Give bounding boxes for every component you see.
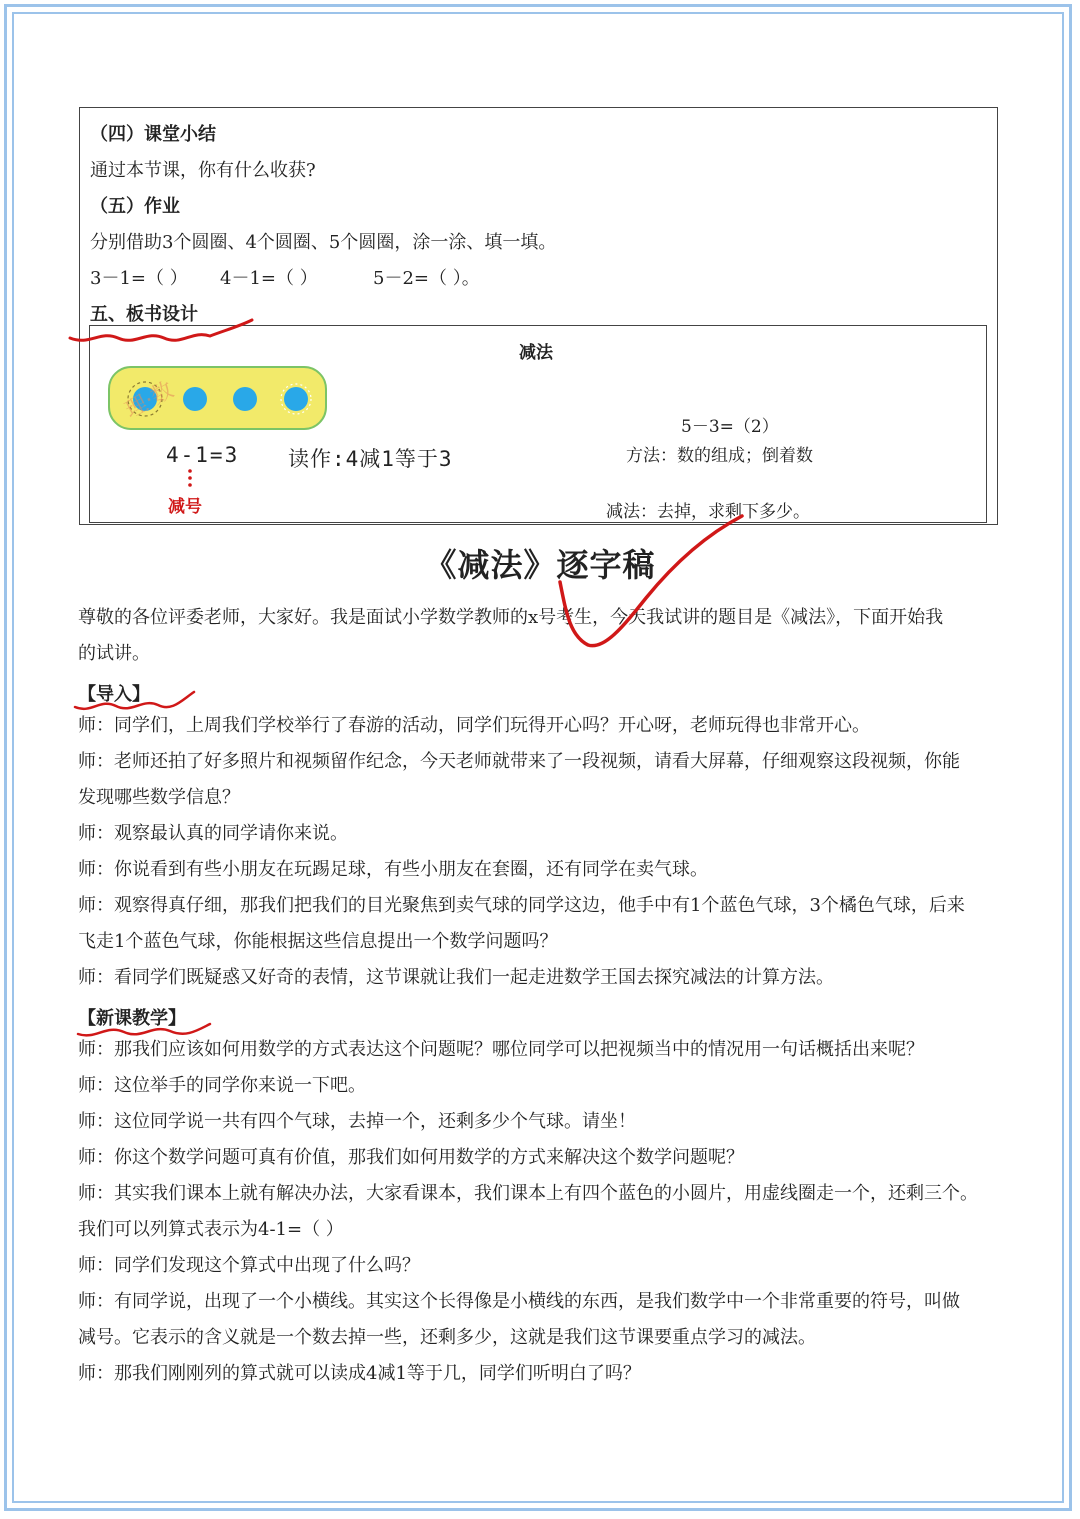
board-reading: 读作:4减1等于3 [288,447,453,471]
intro-text-line: 发现哪些数学信息？ [78,787,240,808]
minus-sign-label: 减号 [168,497,202,517]
checkmark-annotation [560,516,742,646]
stamp-watermark: 理·数 [121,377,178,424]
lesson-text-line: 师：那我们刚刚列的算式就可以读成4减1等于几，同学们听明白了吗？ [78,1363,641,1384]
lesson-text-line: 我们可以列算式表示为4-1=（ ） [78,1219,344,1240]
intro-text-line: 师：看同学们既疑惑又好奇的表情，这节课就让我们一起走进数学王国去探究减法的计算方法。 [78,967,834,988]
homework-equation-3: 5－2=（ ）。 [373,268,480,289]
homework-equation-1: 3－1=（ ） [90,268,188,289]
homework-heading: （五）作业 [90,196,180,217]
wavy-underline-intro [75,692,194,709]
lesson-text-line: 减号。它表示的含义就是一个数去掉一些，还剩多少，这就是我们这节课要重点学习的减法。 [78,1327,816,1348]
lesson-text-line: 师：同学们发现这个算式中出现了什么吗？ [78,1255,420,1276]
wavy-underline-board [70,320,252,340]
board-title: 减法 [519,343,553,363]
board-equation: 4-1=3 [166,443,240,467]
lesson-text-line: 师：有同学说，出现了一个小横线。其实这个长得像是小横线的东西，是我们数学中一个非常重要的符号，叫做 [78,1291,960,1312]
summary-question: 通过本节课，你有什么收获? [90,160,316,181]
intro-text-line: 师：你说看到有些小朋友在玩踢足球，有些小朋友在套圈，还有同学在卖气球。 [78,859,708,880]
intro-text-line: 师：老师还拍了好多照片和视频留作纪念，今天老师就带来了一段视频，请看大屏幕，仔细观察这段视频，你能 [78,751,960,772]
lesson-text-line: 师：你这个数学问题可真有价值，那我们如何用数学的方式来解决这个数学问题呢？ [78,1147,744,1168]
section-intro-heading: 【导入】 [78,684,150,705]
lesson-text-line: 师：这位举手的同学你来说一下吧。 [78,1075,366,1096]
script-title: 《减法》逐字稿 [424,546,656,584]
intro-text-line: 飞走1个蓝色气球，你能根据这些信息提出一个数学问题吗？ [78,931,558,952]
board-method: 方法：数的组成；倒着数 [626,446,813,466]
summary-heading: （四）课堂小结 [90,124,216,145]
lesson-text-line: 师：那我们应该如何用数学的方式表达这个问题呢？哪位同学可以把视频当中的情况用一句话概括出来呢？ [78,1039,924,1060]
wavy-underline-newlesson [78,1024,210,1035]
homework-equation-2: 4－1=（ ） [220,268,318,289]
lesson-text-line: 师：其实我们课本上就有解决办法，大家看课本，我们课本上有四个蓝色的小圆片，用虚线圈走一个，还剩三个。 [78,1183,978,1204]
section-newlesson-heading: 【新课教学】 [78,1008,186,1029]
intro-text-line: 师：观察最认真的同学请你来说。 [78,823,348,844]
intro-text-line: 师：同学们，上周我们学校举行了春游的活动，同学们玩得开心吗？开心呀，老师玩得也非常开心。 [78,715,870,736]
intro-text-line: 师：观察得真仔细，那我们把我们的目光聚焦到卖气球的同学这边，他手中有1个蓝色气球，3个橘色气球，后来 [78,895,965,916]
board-right-equation: 5－3=（2） [681,417,779,437]
lesson-text-line: 师：这位同学说一共有四个气球，去掉一个，还剩多少个气球。请坐！ [78,1111,636,1132]
board-design-heading: 五、板书设计 [90,304,198,325]
homework-instruction: 分别借助3个圆圈、4个圆圈、5个圆圈，涂一涂、填一填。 [90,232,557,253]
intro-line-1: 尊敬的各位评委老师，大家好。我是面试小学数学教师的x号考生，今天我试讲的题目是《减法》，下面开始我 [78,607,944,628]
intro-line-2: 的试讲。 [78,643,150,664]
board-meaning: 减法：去掉，求剩下多少。 [606,502,810,522]
